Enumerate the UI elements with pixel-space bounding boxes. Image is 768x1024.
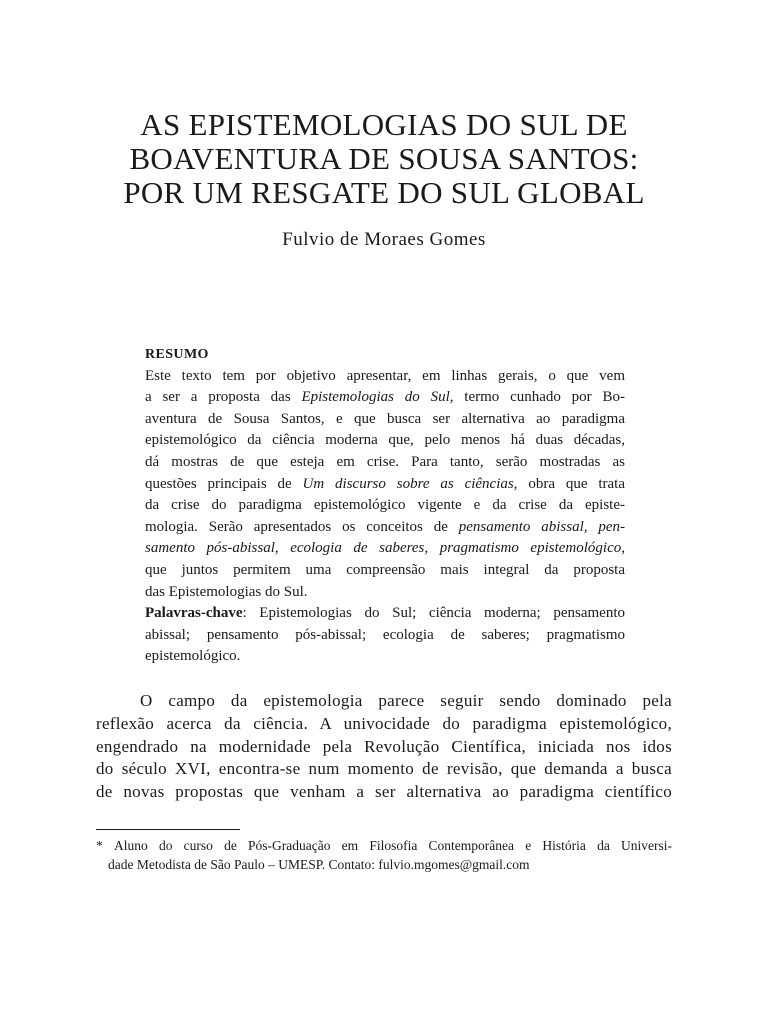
footnote — [96, 837, 672, 874]
body-line: do século XVI, encontra-se num momento de revisão, que demanda a busca — [96, 759, 672, 779]
body-line: engendrado na modernidade pela Revolução Científica, iniciada nos idos — [96, 736, 672, 756]
keywords-line: abissal; pensamento pós-abissal; ecologia de saberes; pragmatismo — [145, 626, 625, 643]
abstract-text: , termo cunhado por Bo- — [449, 389, 625, 406]
abstract-line: dá mostras de que esteja em crise. Para tanto, serão mostradas as — [145, 453, 625, 470]
body-line: de novas propostas que venham a ser alternativa ao paradigma científico — [96, 782, 672, 802]
body-line: reflexão acerca da ciência. A univocidade do paradigma epistemológico, — [96, 713, 672, 733]
abstract-heading: RESUMO — [145, 347, 209, 362]
abstract-italic: samento pós-abissal, ecologia de saberes, pragmatismo epistemológico — [145, 540, 622, 557]
keywords-line — [145, 603, 625, 625]
body-paragraph — [96, 690, 672, 804]
abstract — [145, 344, 625, 668]
author-name: Fulvio de Moraes Gomes — [282, 229, 486, 250]
footnote-text: Aluno do curso de Pós-Graduação em Filosofia Contemporânea e História da Universi- — [114, 838, 672, 853]
abstract-line: epistemológico da ciência moderna que, pelo menos há duas décadas, — [145, 432, 625, 449]
abstract-text: a ser a proposta das — [145, 389, 302, 406]
abstract-line: que juntos permitem uma compreensão mais integral da proposta — [145, 561, 625, 578]
abstract-italic: Um discurso sobre as ciências — [302, 475, 514, 492]
abstract-text: mologia. Serão apresentados os conceitos de — [145, 518, 459, 535]
abstract-text: questões principais de — [145, 475, 303, 492]
body-line: O campo da epistemologia parece seguir sendo dominado pela — [140, 691, 672, 710]
abstract-line — [145, 474, 625, 496]
footnote-mark: * — [96, 838, 103, 853]
footnote-line: dade Metodista de São Paulo – UMESP. Contato: fulvio.mgomes@gmail.com — [108, 856, 530, 872]
abstract-italic: Epistemologias do Sul — [301, 389, 450, 406]
keywords-label: Palavras-chave — [145, 605, 243, 622]
abstract-line — [145, 538, 625, 560]
title-line: BOAVENTURA DE SOUSA SANTOS: — [129, 141, 639, 176]
abstract-line: das Epistemologias do Sul. — [145, 583, 308, 600]
title-line: AS EPISTEMOLOGIAS DO SUL DE — [140, 107, 628, 142]
abstract-line: da crise do paradigma epistemológico vigente e da crise da episte- — [145, 497, 625, 514]
footnote-line — [96, 837, 672, 856]
footnote-divider — [96, 829, 240, 830]
abstract-line: Este texto tem por objetivo apresentar, em linhas gerais, o que vem — [145, 367, 625, 384]
abstract-line: aventura de Sousa Santos, e que busca ser alternativa ao paradigma — [145, 410, 625, 427]
keywords-line: epistemológico. — [145, 648, 241, 665]
title-line: POR UM RESGATE DO SUL GLOBAL — [123, 175, 645, 210]
abstract-italic: pensamento abissal, pen- — [458, 518, 625, 535]
keywords-text: : Epistemologias do Sul; ciência moderna; pensamento — [242, 605, 625, 622]
abstract-text: , obra que trata — [513, 475, 625, 492]
abstract-text: , — [621, 540, 625, 557]
abstract-line — [145, 517, 625, 539]
article-title — [60, 108, 708, 210]
abstract-line — [145, 387, 625, 409]
